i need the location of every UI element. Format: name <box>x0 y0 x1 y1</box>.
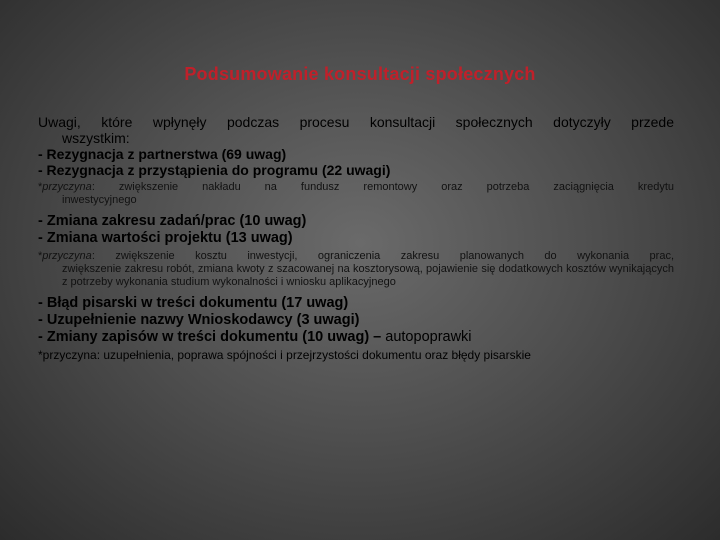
slide-body <box>38 114 674 362</box>
slide-title: Podsumowanie konsultacji społecznych <box>184 64 536 84</box>
list-item: - Rezygnacja z partnerstwa (69 uwag) <box>38 146 287 162</box>
intro-text <box>38 114 674 130</box>
note-label: przyczyna <box>42 250 92 262</box>
note-label: przyczyna <box>42 181 92 193</box>
intro-first: Uwagi, które wpłynęły podczas procesu konsultacji społecznych dotyczyły przede <box>38 114 674 130</box>
list-item-text: - Zmiany zapisów w treści dokumentu (10 uwag) – <box>38 329 382 345</box>
list-item: - Zmiana zakresu zadań/prac (10 uwag) <box>38 213 307 229</box>
note-head <box>38 181 674 194</box>
note-rest: inwestycyjnego <box>62 194 137 206</box>
note-head-text: : zwiększenie kosztu inwestycji, ograniczenia zakresu planowanych do wykonania prac, <box>91 250 674 262</box>
note-head <box>38 250 674 263</box>
note-prefix: * <box>38 250 43 262</box>
note-reason-2 <box>38 250 674 289</box>
note-rest: zwiększenie zakresu robót, zmiana kwoty z szacowanej na kosztorysową, pojawienie się dodatkowych kosztów wynikających z potrzeby wykonania studium wykonalności i wniosku aplikacyjnego <box>62 263 674 288</box>
note-reason-3: *przyczyna: uzupełnienia, poprawa spójności i przejrzystości dokumentu oraz błędy pisarskie <box>38 348 531 362</box>
list-item: - Zmiana wartości projektu (13 uwag) <box>38 230 293 246</box>
list-item-suffix: autopoprawki <box>381 329 472 345</box>
note-head-text: : zwiększenie nakładu na fundusz remontowy oraz potrzeba zaciągnięcia kredytu <box>91 181 674 193</box>
note-prefix: * <box>38 181 43 193</box>
list-item: - Błąd pisarski w treści dokumentu (17 uwag) <box>38 295 349 311</box>
list-item-last <box>38 329 674 346</box>
intro-second: wszystkim: <box>62 130 130 146</box>
list-item: - Uzupełnienie nazwy Wnioskodawcy (3 uwagi) <box>38 312 360 328</box>
note-reason-1 <box>38 181 674 207</box>
list-item: - Rezygnacja z przystąpienia do programu (22 uwagi) <box>38 162 391 178</box>
